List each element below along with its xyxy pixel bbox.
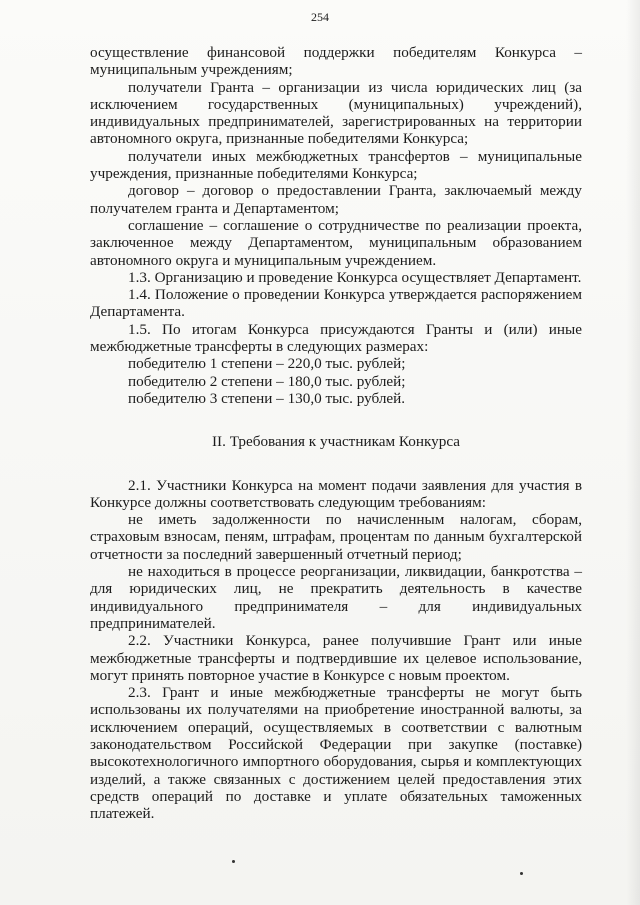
award-line: победителю 2 степени – 180,0 тыс. рублей; (128, 372, 406, 390)
scan-speck (232, 860, 235, 863)
section-1-content (90, 44, 582, 407)
paragraph: не иметь задолженности по начисленным налогам, сборам, страховым взносам, пеням, штрафам, процентам по данным бухгалтерской отчетности за последний завершенный отчетный период; (90, 511, 582, 563)
paragraph: 2.3. Грант и иные межбюджетные трансферты не могут быть использованы их получателями на приобретение иностранной валюты, за исключением операций, осуществляемых в соответствии с валютным законодательством Российской Федерации при закупке (поставке) высокотехнологичного импортного оборудования, сырья и комплектующих изделий, а также связанных с достижением целей предоставления этих средств операций по доставке и уплате обязательных таможенных платежей. (90, 684, 582, 823)
paragraph: 1.4. Положение о проведении Конкурса утверждается распоряжением Департамента. (90, 286, 582, 321)
paragraph: 2.2. Участники Конкурса, ранее получившие Грант или иные межбюджетные трансферты и подтвердившие их целевое использование, могут принять повторное участие в Конкурсе с новым проектом. (90, 632, 582, 684)
section-2-heading: II. Требования к участникам Конкурса (211, 433, 460, 451)
paragraph: 2.1. Участники Конкурса на момент подачи заявления для участия в Конкурсе должны соответствовать следующим требованиям: (90, 476, 582, 511)
paragraph: договор – договор о предоставлении Гранта, заключаемый между получателем гранта и Департаментом; (90, 182, 582, 217)
page-number: 254 (311, 10, 329, 24)
paragraph: не находиться в процессе реорганизации, ликвидации, банкротства – для юридических лиц, не прекратить деятельность в качестве индивидуального предпринимателя – для индивидуальных предпринимателей. (90, 563, 582, 632)
paragraph: осуществление финансовой поддержки победителям Конкурса – муниципальным учреждениям; (90, 44, 582, 79)
scan-speck (520, 872, 523, 875)
award-line: победителю 1 степени – 220,0 тыс. рублей; (128, 355, 406, 373)
paragraph: получатели Гранта – организации из числа юридических лиц (за исключением государственных (муниципальных) учреждений), индивидуальных предпринимателей, зарегистрированных на территории автономного округа, признанные победителями Конкурса; (90, 78, 582, 148)
document-body (90, 44, 582, 822)
paragraph: 1.5. По итогам Конкурса присуждаются Гранты и (или) иные межбюджетные трансферты в следующих размерах: (90, 320, 582, 356)
paragraph: 1.3. Организацию и проведение Конкурса осуществляет Департамент. (128, 268, 582, 286)
paragraph: получатели иных межбюджетных трансфертов – муниципальные учреждения, признанные победителями Конкурса; (90, 147, 582, 183)
award-line: победителю 3 степени – 130,0 тыс. рублей. (128, 389, 406, 407)
scan-edge-shadow (626, 0, 640, 905)
paragraph: соглашение – соглашение о сотрудничестве по реализации проекта, заключенное между Департаментом, муниципальным образованием автономного округа и муниципальным учреждением. (90, 216, 582, 269)
section-2-content (90, 477, 582, 823)
